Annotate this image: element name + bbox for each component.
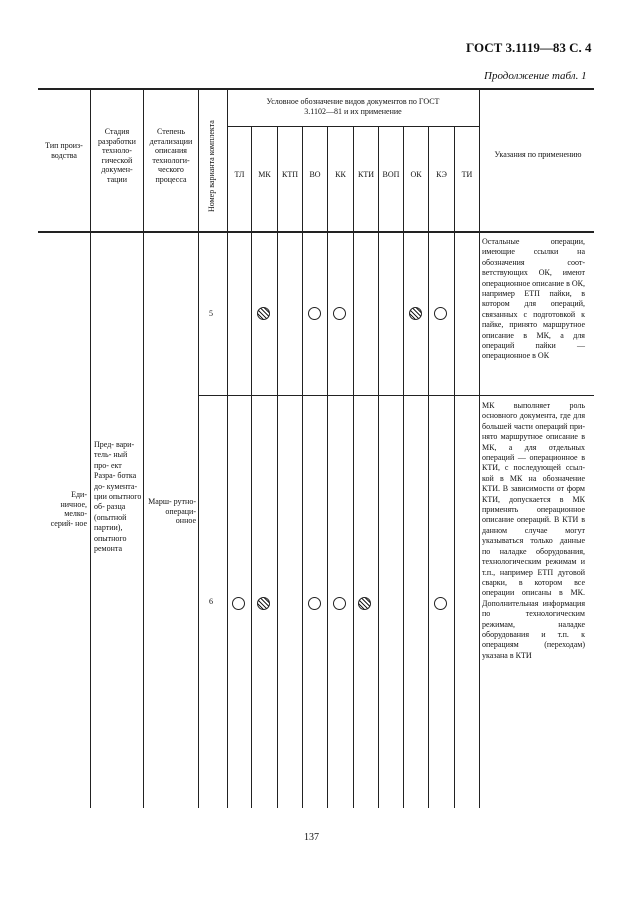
page-number: 137 [304,832,319,843]
production-type-value: Еди- ничное, мелко- серий- ное [50,490,87,528]
mark-row5-mk [257,307,270,320]
header-development-stage: Стадия разработки техноло- гической докумен- тации [98,127,136,184]
doctype-tl: ТЛ [234,170,245,179]
detail-degree-value: Марш- рутно- операци- онное [148,497,196,525]
note-row6: МК выполняет роль основного документа, где для большей части операций принято маршрутное описание в МК, а для отдельных операций — операционное в КТИ, с последующей ссылкой в МК на обозначение КТИ. В зависимости от форм КТИ, допускается в МК применять операционное описание операций. В КТИ в данном случае могут указываться только данные по наладке оборудования, технологическим режимам и т.п., например ЕТП дуговой сварки, в котором все операции описаны в МК. Дополнительная информация по технологическим режимам, наладке оборудования и т.п. к операциям (переходам) указана в КТИ [482,401,585,660]
header-instructions: Указания по применению [494,150,582,159]
doctype-kti: КТИ [358,170,374,179]
doctype-ti: ТИ [461,170,473,179]
mark-row6-kk [333,597,346,610]
document-reference: ГОСТ 3.1119—83 С. 4 [466,40,592,55]
doctype-vo: ВО [309,170,321,179]
header-doc-group: Условное обозначение видов документов по ГОСТ 3.1102—81 и их применение [266,97,440,116]
mark-row6-vo [308,597,321,610]
table-continuation-label: Продолжение табл. 1 [484,70,587,82]
variant-number-6: 6 [209,597,213,606]
variant-number-5: 5 [209,309,213,318]
development-stage-value: Пред- варитель- ный про- ект Разра- ботка до- кумента- ции опытного об- разца (опытной партии), опытного ремонта [94,440,142,554]
doctype-vop: ВОП [382,170,400,179]
note-row5: Остальные операции, имеющие ссылки на обозначения соответствующих ОК, имеют операционное описание в ОК, например ЕТП пайки, в котором для операций, связанных с подготовкой к пайке, принято маршрутное описание в МК, а для операций пайки — операционное в ОК [482,237,585,361]
mark-row5-ok [409,307,422,320]
mark-row6-ke [434,597,447,610]
header-production-type: Тип произ- водства [45,141,83,160]
doctype-ktp: КТП [282,170,298,179]
mark-row6-tl [232,597,245,610]
mark-row6-kti [358,597,371,610]
mark-row5-vo [308,307,321,320]
doctype-ke: КЭ [436,170,447,179]
doctype-mk: МК [258,170,271,179]
mark-row6-mk [257,597,270,610]
header-variant-number: Номер варианта комплекта [207,120,216,212]
doctype-kk: КК [335,170,346,179]
doctype-ok: ОК [410,170,422,179]
header-detail-degree: Степень детализации описания технологи- ческого процесса [149,127,193,184]
mark-row5-ke [434,307,447,320]
mark-row5-kk [333,307,346,320]
